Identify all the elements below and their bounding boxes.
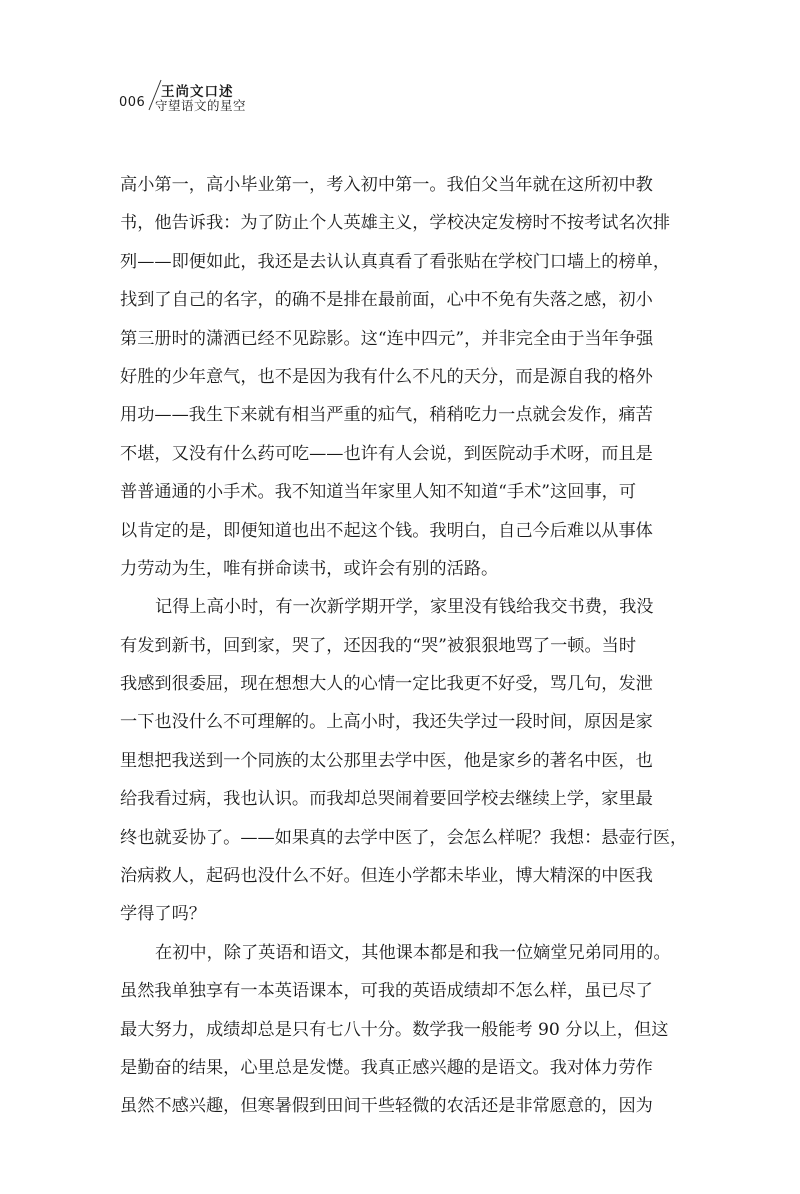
text-line: 普普通通的小手术。我不知道当年家里人知不知道“手术”这回事，可: [120, 482, 637, 503]
text-line: 一下也没什么不可理解的。上高小时，我还失学过一段时间，原因是家: [120, 712, 653, 733]
page-number: 006: [119, 95, 146, 110]
book-title: 王尚文口述: [161, 84, 234, 100]
text-line: 书，他告诉我：为了防止个人英雄主义，学校决定发榜时不按考试名次排: [120, 213, 671, 234]
text-line: 虽然不感兴趣，但寒暑假到田间干些轻微的农活还是非常愿意的，因为: [120, 1096, 653, 1117]
text-line: 是勤奋的结果，心里总是发憷。我真正感兴趣的是语文。我对体力劳作: [120, 1057, 653, 1078]
text-line: 有发到新书，回到家，哭了，还因我的“哭”被狠狠地骂了一顿。当时: [120, 635, 637, 656]
text-line: 终也就妥协了。——如果真的去学中医了，会怎么样呢？我想：悬壶行医，: [120, 827, 688, 848]
text-line: 虽然我单独享有一本英语课本，可我的英语成绩却不怎么样，虽已尽了: [120, 981, 653, 1002]
book-subtitle: 守望语文的星空: [155, 98, 247, 113]
text-line: 高小第一，高小毕业第一，考入初中第一。我伯父当年就在这所初中教: [120, 175, 653, 195]
text-line: 以肯定的是，即便知道也出不起这个钱。我明白，自己今后难以从事体: [120, 520, 653, 541]
text-line: 不堪，又没有什么药可吃——也许有人会说，到医院动手术呀，而且是: [120, 443, 653, 464]
text-line: 记得上高小时，有一次新学期开学，家里没有钱给我交书费，我没: [155, 597, 654, 618]
text-line: 第三册时的潇洒已经不见踪影。这“连中四元”，并非完全由于当年争强: [120, 328, 654, 349]
running-header: [119, 80, 419, 112]
body-text: [120, 170, 694, 1130]
text-line: 治病救人，起码也没什么不好。但连小学都未毕业，博大精深的中医我: [120, 866, 653, 887]
text-line: 用功——我生下来就有相当严重的疝气，稍稍吃力一点就会发作，痛苦: [120, 405, 653, 426]
text-line: 找到了自己的名字，的确不是排在最前面，心中不免有失落之感，初小: [120, 290, 653, 311]
text-line: 列——即便如此，我还是去认认真真看了看张贴在学校门口墙上的榜单，: [120, 251, 671, 272]
text-line: 最大努力，成绩却总是只有七八十分。数学我一般能考 90 分以上，但这: [120, 1019, 669, 1040]
text-line: 力劳动为生，唯有拼命读书，或许会有别的活路。: [120, 558, 499, 579]
text-line: 在初中，除了英语和语文，其他课本都是和我一位嫡堂兄弟同用的。: [155, 942, 671, 963]
text-line: 给我看过病，我也认识。而我却总哭闹着要回学校去继续上学，家里最: [120, 789, 653, 810]
text-line: 学得了吗？: [120, 904, 206, 925]
text-line: 好胜的少年意气，也不是因为我有什么不凡的天分，而是源自我的格外: [120, 366, 653, 387]
text-line: 里想把我送到一个同族的太公那里去学中医，他是家乡的著名中医，也: [120, 750, 653, 771]
text-line: 我感到很委屈，现在想想大人的心情一定比我更不好受，骂几句，发泄: [120, 674, 653, 695]
